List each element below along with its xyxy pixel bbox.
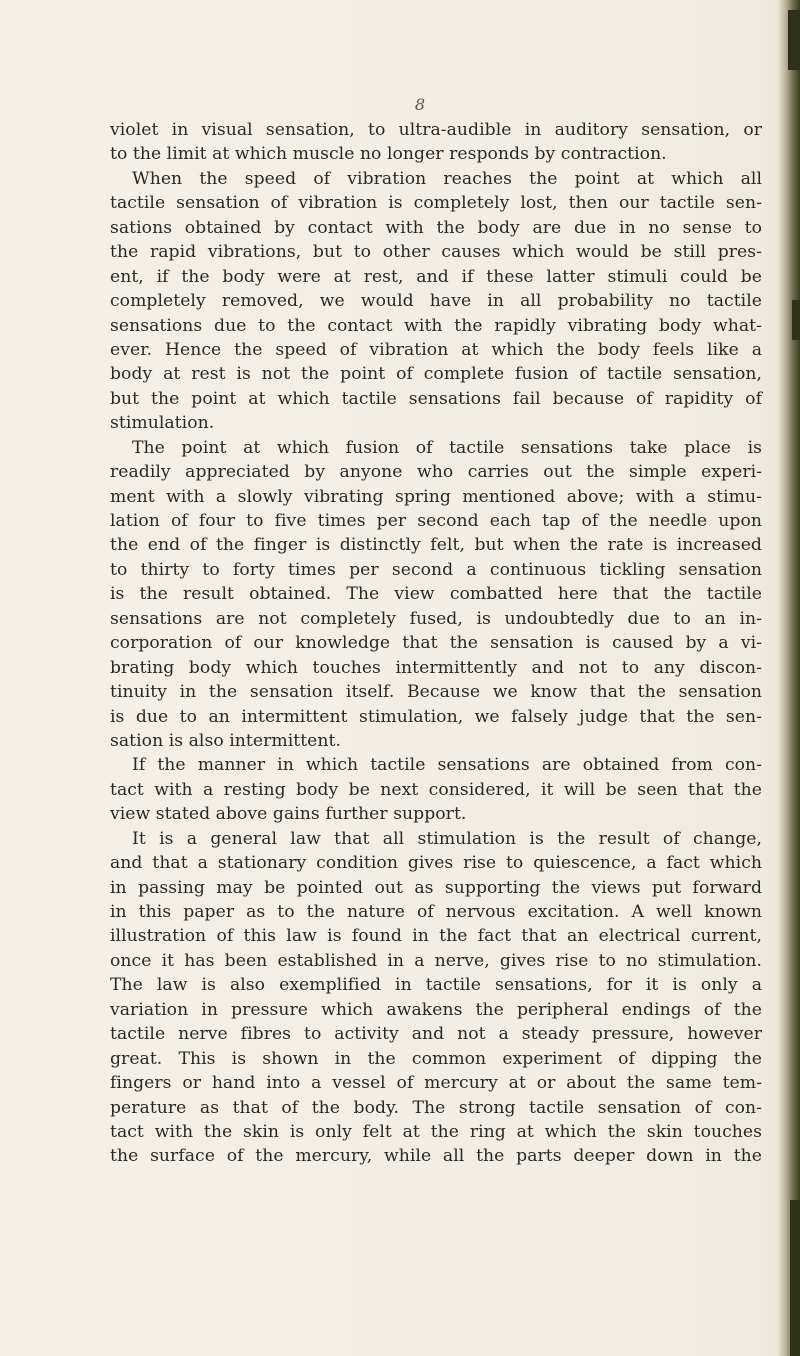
text-line: fingers or hand into a vessel of mercury at or about the same tem- (110, 1073, 762, 1094)
text-line: tactile nerve fibres to activity and not a steady pressure, however (110, 1024, 762, 1045)
page-number: 8 (414, 95, 426, 114)
text-line: illustration of this law is found in the fact that an electrical current, (110, 926, 762, 947)
text-line: completely removed, we would have in all probability no tactile (110, 291, 762, 312)
text-line: tinuity in the sensation itself. Because we know that the sensation (110, 682, 762, 703)
text-line: sation is also intermittent. (110, 730, 341, 751)
text-line: and that a stationary condition gives rise to quiescence, a fact which (110, 853, 762, 874)
text-line: ment with a slowly vibrating spring mentioned above; with a stimu- (110, 486, 762, 507)
text-line: is due to an intermittent stimulation, we falsely judge that the sen- (110, 706, 762, 727)
text-line: body at rest is not the point of complete fusion of tactile sensation, (110, 364, 762, 385)
text-line: tact with a resting body be next considered, it will be seen that the (110, 779, 762, 800)
text-line: ent, if the body were at rest, and if these latter stimuli could be (110, 266, 762, 287)
page-edge-binding (778, 0, 800, 1356)
text-line: once it has been established in a nerve, gives rise to no stimulation. (110, 950, 762, 971)
text-line: great. This is shown in the common experiment of dipping the (110, 1048, 762, 1069)
text-line: the rapid vibrations, but to other causes which would be still pres- (110, 242, 762, 263)
text-line: brating body which touches intermittently and not to any discon- (110, 657, 762, 678)
text-line: corporation of our knowledge that the sensation is caused by a vi- (110, 633, 762, 654)
text-line: sensations are not completely fused, is undoubtedly due to an in- (110, 608, 762, 629)
text-line: to the limit at which muscle no longer responds by contraction. (110, 144, 667, 165)
text-line: is the result obtained. The view combatted here that the tactile (110, 584, 762, 605)
text-line: the surface of the mercury, while all the parts deeper down in the (110, 1146, 762, 1167)
text-line: the end of the finger is distinctly felt, but when the rate is increased (110, 535, 762, 556)
text-line: When the speed of vibration reaches the point at which all (132, 168, 762, 189)
text-line: lation of four to five times per second each tap of the needle upon (110, 511, 762, 531)
text-line: The point at which fusion of tactile sensations take place is (132, 437, 762, 458)
text-line: tact with the skin is only felt at the ring at which the skin touches (110, 1121, 762, 1142)
text-line: variation in pressure which awakens the peripheral endings of the (110, 999, 762, 1020)
text-line: to thirty to forty times per second a continuous tickling sensation (110, 559, 762, 580)
text-line: ever. Hence the speed of vibration at which the body feels like a (110, 339, 762, 360)
text-line: The law is also exemplified in tactile sensations, for it is only a (110, 975, 762, 996)
text-line: tactile sensation of vibration is completely lost, then our tactile sen- (110, 193, 762, 214)
text-line: If the manner in which tactile sensations are obtained from con- (132, 755, 762, 776)
text-line: sensations due to the contact with the rapidly vibrating body what- (110, 315, 762, 336)
body-text (110, 118, 762, 1169)
text-line: It is a general law that all stimulation is the result of change, (132, 828, 762, 849)
text-line: stimulation. (110, 413, 215, 434)
text-line: violet in visual sensation, to ultra-audible in auditory sensation, or (110, 120, 762, 140)
text-line: in this paper as to the nature of nervous excitation. A well known (110, 902, 762, 922)
text-line: but the point at which tactile sensations fail because of rapidity of (110, 388, 762, 409)
text-line: readily appreciated by anyone who carries out the simple experi- (110, 462, 762, 483)
text-line: sations obtained by contact with the body are due in no sense to (110, 217, 762, 238)
text-line: in passing may be pointed out as supporting the views put forward (110, 877, 762, 898)
text-line: perature as that of the body. The strong tactile sensation of con- (110, 1097, 762, 1118)
text-line: view stated above gains further support. (110, 804, 467, 825)
